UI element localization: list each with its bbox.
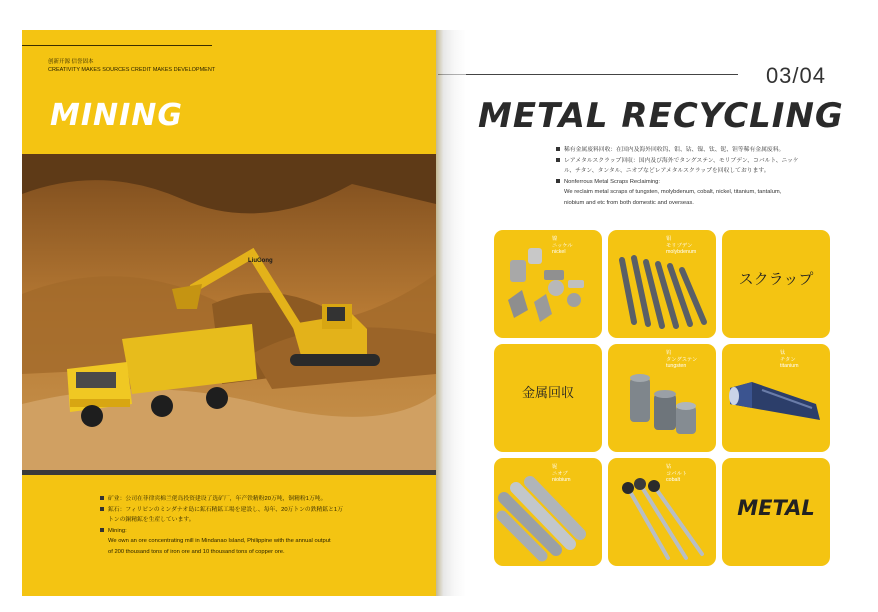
nickel-parts-image [494,230,602,338]
tile-scrap-text: スクラップ [738,271,814,288]
mining-description [100,494,430,557]
mining-title: MINING [50,98,184,133]
recycling-para-en-1: We reclaim metal scraps of tungsten, molybdenum, cobalt, nickel, titanium, tantalum, [564,189,782,195]
page-number: 03/04 [765,63,826,88]
photo-base-bar [22,470,436,475]
recycling-description [556,145,799,208]
recycling-para-en-2: niobium and etc from both domestic and overseas. [564,199,694,206]
tungsten-cylinders-image [608,344,716,452]
top-rule-right [438,74,738,75]
tile-niobium-label: 铌 ニオブ niobium [552,464,571,483]
slogan [48,58,215,74]
tile-nickel [494,230,602,338]
cobalt-screws-image [608,458,716,566]
recycling-para-en-heading: Nonferrous Metal Scraps Reclaiming: [556,177,799,188]
right-page [438,30,856,596]
tile-titanium-label: 钛 チタン titanium [780,350,799,369]
recycling-para-jp: レアメタルスクラップ回収：国内及び海外でタングステン、モリブデン、コバルト、ニッケ [556,156,799,167]
mining-para-jp-2: トンの銅精鉱を生産しています。 [108,517,195,523]
mining-para-en-heading: Mining: [100,526,430,537]
tile-scrap [722,230,830,338]
mining-para-cn: 矿业：公司在菲律宾棉兰佬岛投资建设了选矿厂，年产铁精粉20万吨，铜精粉1万吨。 [100,494,430,505]
tile-cobalt-label: 钴 コバルト cobalt [666,464,688,483]
top-rule-left [22,45,212,46]
slogan-cn: 创新开源 信誉固本 [48,59,94,65]
tile-metal-recovery [494,344,602,452]
slogan-en: CREATIVITY MAKES SOURCES CREDIT MAKES DEVELOPMENT [48,67,216,73]
book-spine-shadow [436,30,466,596]
tile-metal-recovery-text: 金属回収 [521,385,574,400]
niobium-bars-image [494,458,602,566]
mining-photo [22,154,436,472]
tile-titanium [722,344,830,452]
tile-metal-text: METAL [737,496,815,520]
tile-metal [722,458,830,566]
excavator-brand: LiuGong [248,258,273,264]
left-page [22,30,436,596]
tile-tungsten [608,344,716,452]
mining-para-jp: 鉱石：フィリピンのミンダナオ島に鉱石精鉱工場を建設し、毎年、20万トンの鉄精鉱と1万 [100,505,430,516]
tile-tungsten-label: 钨 タングステン tungsten [666,350,698,369]
mining-para-en-2: of 200 thousand tons of iron ore and 10 thousand tons of copper ore. [108,548,285,555]
tile-nickel-label: 镍 ニッケル nickel [552,236,573,255]
recycling-para-cn: 稀有金属废料回收：在国内及海外回收钨、钼、钴、镍、钛、铌、钽等稀有金属废料。 [556,145,799,156]
tile-cobalt [608,458,716,566]
molybdenum-rods-image [608,230,716,338]
tile-molybdenum-label: 钼 モリブデン molybdenum [666,236,697,255]
metal-recycling-title: METAL RECYCLING [478,96,844,136]
tile-molybdenum [608,230,716,338]
titanium-flashlight-image [722,344,830,452]
tile-niobium [494,458,602,566]
mining-para-en-1: We own an ore concentrating mill in Mindanao Island, Philippine with the annual output [108,538,331,544]
recycling-para-jp-2: ル、チタン、タンタル、ニオブなどレアメタルスクラップを回収しております。 [564,168,770,174]
